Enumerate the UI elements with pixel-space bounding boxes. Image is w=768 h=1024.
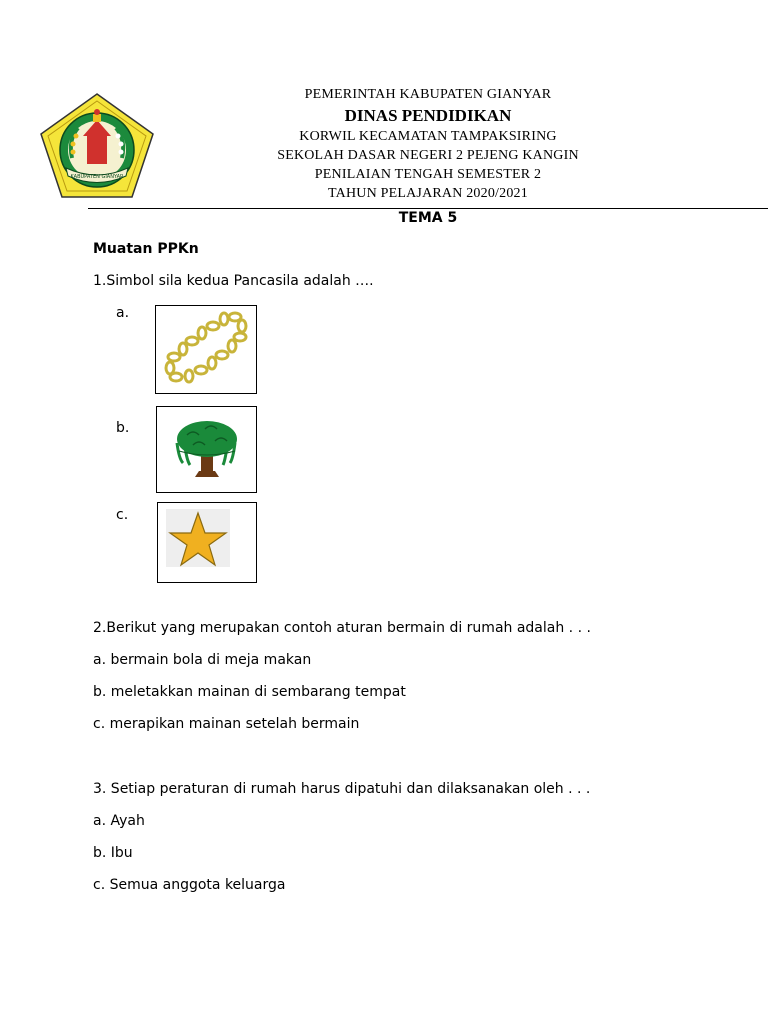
header-district: KORWIL KECAMATAN TAMPAKSIRING [299,129,557,144]
question-1-option-c-label: c. [116,507,129,523]
question-2-text: 2.Berikut yang merupakan contoh aturan bermain di rumah adalah . . . [93,620,591,636]
star-icon [158,503,256,582]
header-divider [88,208,768,209]
logo-ribbon-text: KABUPATEN GIANYAR [70,174,124,180]
header-exam: PENILAIAN TENGAH SEMESTER 2 [314,167,542,182]
header-school: SEKOLAH DASAR NEGERI 2 PEJENG KANGIN [277,148,579,163]
question-2-option-b: b. meletakkan mainan di sembarang tempat [93,684,406,700]
question-3-option-c: c. Semua anggota keluarga [93,877,286,893]
question-2-option-a: a. bermain bola di meja makan [93,652,312,668]
header-academic-year: TAHUN PELAJARAN 2020/2021 [328,186,528,201]
header-office: DINAS PENDIDIKAN [344,106,512,125]
question-1-text: 1.Simbol sila kedua Pancasila adalah …. [93,273,374,289]
question-1-option-c-image[interactable] [157,502,257,583]
question-1-option-a-label: a. [116,305,130,321]
question-3-text: 3. Setiap peraturan di rumah harus dipatuhi dan dilaksanakan oleh . . . [93,781,591,797]
theme-title: TEMA 5 [398,210,458,226]
subject-title: Muatan PPKn [93,241,199,257]
question-2-option-c: c. merapikan mainan setelah bermain [93,716,360,732]
question-1-option-a-image[interactable] [155,305,257,394]
header-government: PEMERINTAH KABUPATEN GIANYAR [304,87,552,102]
question-1-option-b-image[interactable] [156,406,257,493]
question-1-option-b-label: b. [116,420,130,436]
chain-icon [156,306,256,393]
question-3-option-b: b. Ibu [93,845,133,861]
question-3-option-a: a. Ayah [93,813,145,829]
banyan-tree-icon [157,407,256,492]
